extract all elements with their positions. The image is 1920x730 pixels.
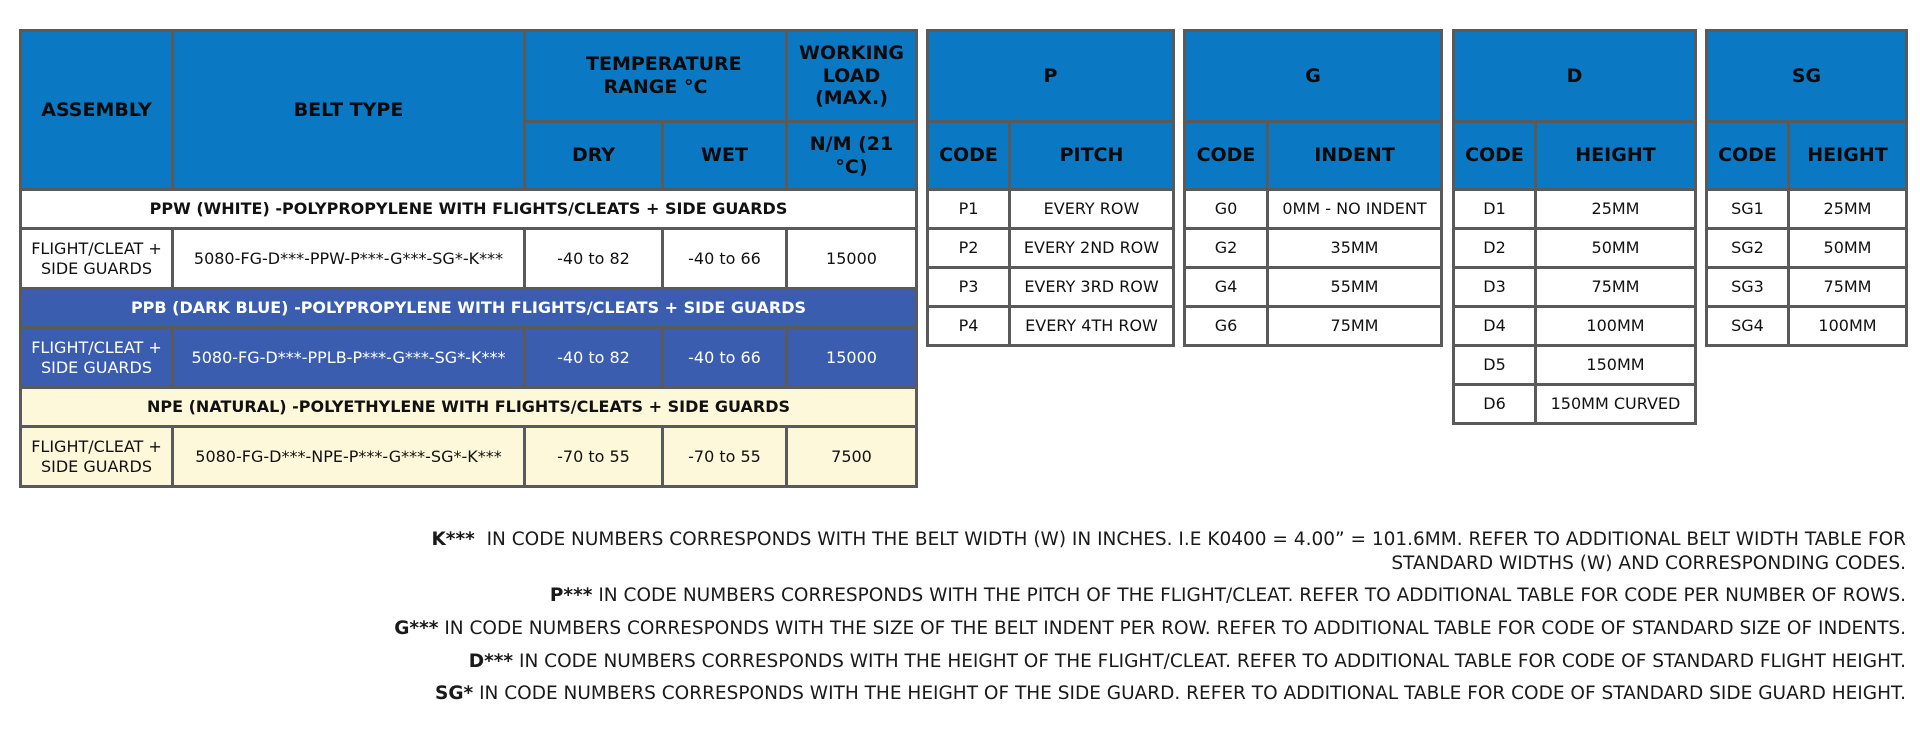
code-cell: P1 (928, 190, 1010, 229)
sideguard-code-header: CODE (1707, 122, 1789, 190)
value-cell: EVERY 2ND ROW (1010, 229, 1174, 268)
value-cell: 100MM (1789, 307, 1907, 346)
value-cell: EVERY 4TH ROW (1010, 307, 1174, 346)
value-cell: 50MM (1536, 229, 1696, 268)
header-dry: DRY (525, 122, 663, 190)
value-cell: 75MM (1268, 307, 1442, 346)
pitch-value-header: PITCH (1010, 122, 1174, 190)
value-cell: 75MM (1789, 268, 1907, 307)
height-value-header: HEIGHT (1536, 122, 1696, 190)
note-text: IN CODE NUMBERS CORRESPONDS WITH THE HEIGHT OF THE SIDE GUARD. REFER TO ADDITIONAL TABLE FOR CODE OF STANDARD SIDE GUARD HEIGHT. (473, 683, 1906, 705)
code-cell: SG3 (1707, 268, 1789, 307)
value-cell: 25MM (1789, 190, 1907, 229)
pitch-table-title: P (928, 31, 1174, 122)
dry-temp-cell: -70 to 55 (525, 427, 663, 487)
code-cell: G4 (1185, 268, 1268, 307)
note-key: G*** (394, 618, 439, 640)
assembly-cell: FLIGHT/CLEAT + SIDE GUARDS (21, 427, 173, 487)
value-cell: 75MM (1536, 268, 1696, 307)
note-g (360, 617, 1906, 641)
flight-height-code-table (1452, 29, 1697, 425)
note-text: IN CODE NUMBERS CORRESPONDS WITH THE SIZE OF THE BELT INDENT PER ROW. REFER TO ADDITIONAL TABLE FOR CODE OF STANDARD SIZE OF INDENTS. (438, 618, 1906, 640)
sideguard-value-header: HEIGHT (1789, 122, 1907, 190)
code-cell: G2 (1185, 229, 1268, 268)
value-cell: 50MM (1789, 229, 1907, 268)
code-cell: G0 (1185, 190, 1268, 229)
code-cell: P3 (928, 268, 1010, 307)
height-code-header: CODE (1454, 122, 1536, 190)
code-cell: D2 (1454, 229, 1536, 268)
value-cell: 55MM (1268, 268, 1442, 307)
value-cell: 0MM - NO INDENT (1268, 190, 1442, 229)
wet-temp-cell: -70 to 55 (663, 427, 787, 487)
note-key: D*** (468, 650, 514, 672)
note-sg (360, 682, 1906, 706)
indent-value-header: INDENT (1268, 122, 1442, 190)
indent-table-title: G (1185, 31, 1442, 122)
section-title-ppw: PPW (WHITE) -POLYPROPYLENE WITH FLIGHTS/CLEATS + SIDE GUARDS (21, 190, 917, 229)
value-cell: 150MM CURVED (1536, 385, 1696, 424)
note-text: IN CODE NUMBERS CORRESPONDS WITH THE HEIGHT OF THE FLIGHT/CLEAT. REFER TO ADDITIONAL TABLE FOR CODE OF STANDARD FLIGHT HEIGHT. (513, 650, 1906, 672)
section-title-ppb: PPB (DARK BLUE) -POLYPROPYLENE WITH FLIGHTS/CLEATS + SIDE GUARDS (21, 289, 917, 328)
header-working-load: WORKING LOAD (MAX.) (787, 31, 917, 122)
header-assembly: ASSEMBLY (21, 31, 173, 190)
note-text-continued: STANDARD WIDTHS (W) AND CORRESPONDING CODES. (1391, 552, 1906, 574)
indent-code-header: CODE (1185, 122, 1268, 190)
header-load-unit: N/M (21 °C) (787, 122, 917, 190)
code-cell: SG1 (1707, 190, 1789, 229)
value-cell: 100MM (1536, 307, 1696, 346)
load-cell: 15000 (787, 229, 917, 289)
belt-type-cell: 5080-FG-D***-NPE-P***-G***-SG*-K*** (173, 427, 525, 487)
value-cell: EVERY ROW (1010, 190, 1174, 229)
wet-temp-cell: -40 to 66 (663, 328, 787, 388)
code-cell: SG2 (1707, 229, 1789, 268)
wet-temp-cell: -40 to 66 (663, 229, 787, 289)
sideguard-height-code-table (1705, 29, 1908, 347)
note-d (360, 650, 1906, 674)
note-p (360, 584, 1906, 608)
value-cell: EVERY 3RD ROW (1010, 268, 1174, 307)
code-cell: G6 (1185, 307, 1268, 346)
assembly-cell: FLIGHT/CLEAT + SIDE GUARDS (21, 229, 173, 289)
belt-spec-table (19, 29, 918, 488)
pitch-code-table (926, 29, 1175, 347)
note-text: IN CODE NUMBERS CORRESPONDS WITH THE BELT WIDTH (W) IN INCHES. I.E K0400 = 4.00” = 101.6MM. REFER TO ADDITIONAL BELT WIDTH TABLE FOR (474, 529, 1906, 550)
sideguard-table-title: SG (1707, 31, 1907, 122)
note-text: IN CODE NUMBERS CORRESPONDS WITH THE PITCH OF THE FLIGHT/CLEAT. REFER TO ADDITIONAL TABLE FOR CODE PER NUMBER OF ROWS. (592, 585, 1906, 607)
code-notes (360, 528, 1906, 715)
dry-temp-cell: -40 to 82 (525, 229, 663, 289)
load-cell: 7500 (787, 427, 917, 487)
header-belt-type: BELT TYPE (173, 31, 525, 190)
value-cell: 35MM (1268, 229, 1442, 268)
value-cell: 150MM (1536, 346, 1696, 385)
code-cell: D3 (1454, 268, 1536, 307)
pitch-code-header: CODE (928, 122, 1010, 190)
note-key: SG* (435, 683, 474, 705)
dry-temp-cell: -40 to 82 (525, 328, 663, 388)
assembly-cell: FLIGHT/CLEAT + SIDE GUARDS (21, 328, 173, 388)
note-key: P*** (549, 585, 593, 607)
height-table-title: D (1454, 31, 1696, 122)
code-cell: P4 (928, 307, 1010, 346)
note-key: K*** (431, 529, 475, 550)
code-cell: D6 (1454, 385, 1536, 424)
code-cell: D5 (1454, 346, 1536, 385)
belt-type-cell: 5080-FG-D***-PPW-P***-G***-SG*-K*** (173, 229, 525, 289)
header-temperature: TEMPERATURE RANGE °C (525, 31, 787, 122)
code-cell: D4 (1454, 307, 1536, 346)
value-cell: 25MM (1536, 190, 1696, 229)
belt-type-cell: 5080-FG-D***-PPLB-P***-G***-SG*-K*** (173, 328, 525, 388)
section-title-npe: NPE (NATURAL) -POLYETHYLENE WITH FLIGHTS/CLEATS + SIDE GUARDS (21, 388, 917, 427)
code-cell: D1 (1454, 190, 1536, 229)
load-cell: 15000 (787, 328, 917, 388)
code-cell: P2 (928, 229, 1010, 268)
code-cell: SG4 (1707, 307, 1789, 346)
header-wet: WET (663, 122, 787, 190)
note-k (360, 528, 1906, 575)
indent-code-table (1183, 29, 1443, 347)
